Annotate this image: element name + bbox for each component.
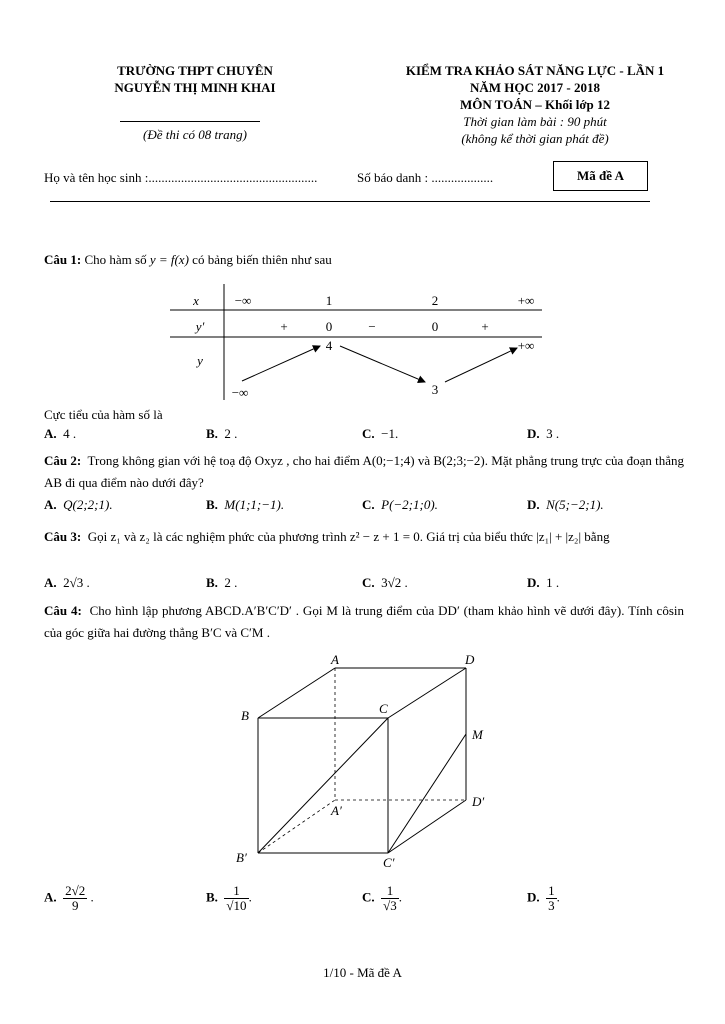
table-yprime-label: y′	[195, 319, 205, 334]
y-val-neg-inf: −∞	[231, 385, 249, 400]
q4-option-b-fraction: $\frac{1}{√10}$	[226, 883, 247, 913]
school-line-1: TRƯỜNG THPT CHUYÊN	[117, 63, 273, 78]
arrow-increase-1	[242, 346, 320, 381]
exam-title: KIỂM TRA KHẢO SÁT NĂNG LỰC - LẦN 1	[405, 63, 665, 78]
yprime-sign-3: +	[481, 319, 489, 334]
q4-option-c-fraction: $\frac{1}{√3}$	[383, 883, 397, 913]
variation-table	[170, 282, 550, 402]
school-year: NĂM HỌC 2017 - 2018	[470, 80, 600, 95]
table-x-label: x	[193, 293, 199, 308]
x-val-1: 1	[325, 293, 333, 308]
school-name	[60, 62, 330, 96]
q4-text: Cho hình lập phương ABCD.A′B′C′D′ . Gọi M là trung điểm của DD′ (tham khảo hình vẽ dưới đây). Tính côsin của góc giữa hai đường thẳng B′C và C′M .	[44, 603, 684, 640]
q4-option-a[interactable]: A. $\frac{2√2}{9}$ .	[44, 883, 94, 913]
q1-prompt: Cực tiểu của hàm số là	[44, 407, 163, 422]
q4-stem	[44, 600, 684, 644]
q3-stem	[44, 526, 684, 548]
yprime-sign-2: −	[368, 319, 376, 334]
q3-option-a[interactable]: A. 2√3 .	[44, 575, 90, 590]
q4-option-d[interactable]: D. $\frac{1}{3}$ .	[527, 883, 560, 913]
q3-label: Câu 3:	[44, 529, 82, 544]
exam-info	[370, 62, 700, 147]
duration-note: (không kể thời gian phát đề)	[461, 131, 609, 146]
x-val-neg-inf: −∞	[234, 293, 252, 308]
q3-option-b[interactable]: B. 2 .	[206, 575, 238, 590]
q2-option-a[interactable]: A. Q(2;2;1).	[44, 497, 113, 512]
y-val-max: 4	[325, 338, 333, 353]
q1-option-a[interactable]: A. 4 .	[44, 426, 77, 441]
header-divider	[50, 201, 650, 202]
q1-options	[44, 426, 684, 444]
candidate-number-field: Số báo danh : ...................	[357, 170, 494, 185]
vertex-a: A	[331, 652, 339, 667]
q1-text-b: có bảng biến thiên như sau	[192, 252, 332, 267]
x-val-2: 2	[431, 293, 439, 308]
vertex-a-prime: A′	[331, 803, 342, 818]
yprime-sign-1: +	[280, 319, 288, 334]
point-m: M	[472, 727, 483, 742]
q1-stem	[44, 252, 332, 268]
q1-label: Câu 1:	[44, 252, 82, 267]
q1-option-c[interactable]: C. −1.	[362, 426, 399, 441]
exam-code-box: Mã đề A	[553, 161, 648, 191]
arrow-decrease	[340, 346, 425, 382]
q3-option-d[interactable]: D. 1 .	[527, 575, 560, 590]
vertex-d-prime: D′	[472, 794, 485, 809]
q4-option-a-fraction: $\frac{2√2}{9}$	[65, 883, 86, 913]
q1-option-d[interactable]: D. 3 .	[527, 426, 560, 441]
vertex-c: C	[379, 701, 388, 716]
q3-option-c[interactable]: C. 3√2 .	[362, 575, 408, 590]
vertex-c-prime: C′	[383, 855, 395, 870]
q4-options	[44, 884, 684, 924]
q2-option-c[interactable]: C. P(−2;1;0).	[362, 497, 438, 512]
q4-option-b[interactable]: B. $\frac{1}{√10}$ .	[206, 883, 252, 913]
table-y-label: y	[197, 353, 203, 368]
cube-figure	[225, 650, 505, 870]
vertex-d: D	[465, 652, 475, 667]
yprime-zero-1: 0	[325, 319, 333, 334]
q2-options	[44, 497, 684, 515]
header-underline	[120, 121, 260, 122]
arrow-increase-2	[445, 348, 517, 382]
q1-function: y = f(x)	[149, 252, 189, 267]
q2-text: Trong không gian với hệ toạ độ Oxyz , cho hai điểm A(0;−1;4) và B(2;3;−2). Mặt phẳng trung trực của đoạn thẳng AB đi qua điểm nào dưới đây?	[44, 453, 684, 490]
duration: Thời gian làm bài : 90 phút	[463, 114, 607, 129]
q3-text: Gọi z₁ và z₂ là các nghiệm phức của phương trình z² − z + 1 = 0. Giá trị của biểu thức |z₁| + |z₂| bằng	[87, 529, 610, 544]
q4-label: Câu 4:	[44, 603, 82, 618]
y-val-pos-inf: +∞	[517, 338, 535, 353]
q3-options	[44, 575, 684, 593]
subject: MÔN TOÁN – Khối lớp 12	[459, 97, 611, 112]
vertex-b: B	[241, 708, 249, 723]
q2-label: Câu 2:	[44, 453, 82, 468]
q2-option-b[interactable]: B. M(1;1;−1).	[206, 497, 285, 512]
school-line-2: NGUYỄN THỊ MINH KHAI	[114, 80, 276, 95]
page-footer: 1/10 - Mã đề A	[323, 965, 402, 980]
vertex-b-prime: B′	[236, 850, 247, 865]
q4-option-c[interactable]: C. $\frac{1}{√3}$ .	[362, 883, 403, 913]
y-val-min: 3	[431, 382, 439, 397]
q1-option-b[interactable]: B. 2 .	[206, 426, 238, 441]
student-name-field: Họ và tên học sinh :....................................................	[44, 170, 318, 185]
q2-stem	[44, 450, 684, 494]
yprime-zero-2: 0	[431, 319, 439, 334]
pages-note: (Đề thi có 08 trang)	[143, 127, 247, 142]
q1-text-a: Cho hàm số	[84, 252, 147, 267]
x-val-pos-inf: +∞	[517, 293, 535, 308]
q2-option-d[interactable]: D. N(5;−2;1).	[527, 497, 604, 512]
q4-option-d-fraction: $\frac{1}{3}$	[548, 883, 555, 913]
